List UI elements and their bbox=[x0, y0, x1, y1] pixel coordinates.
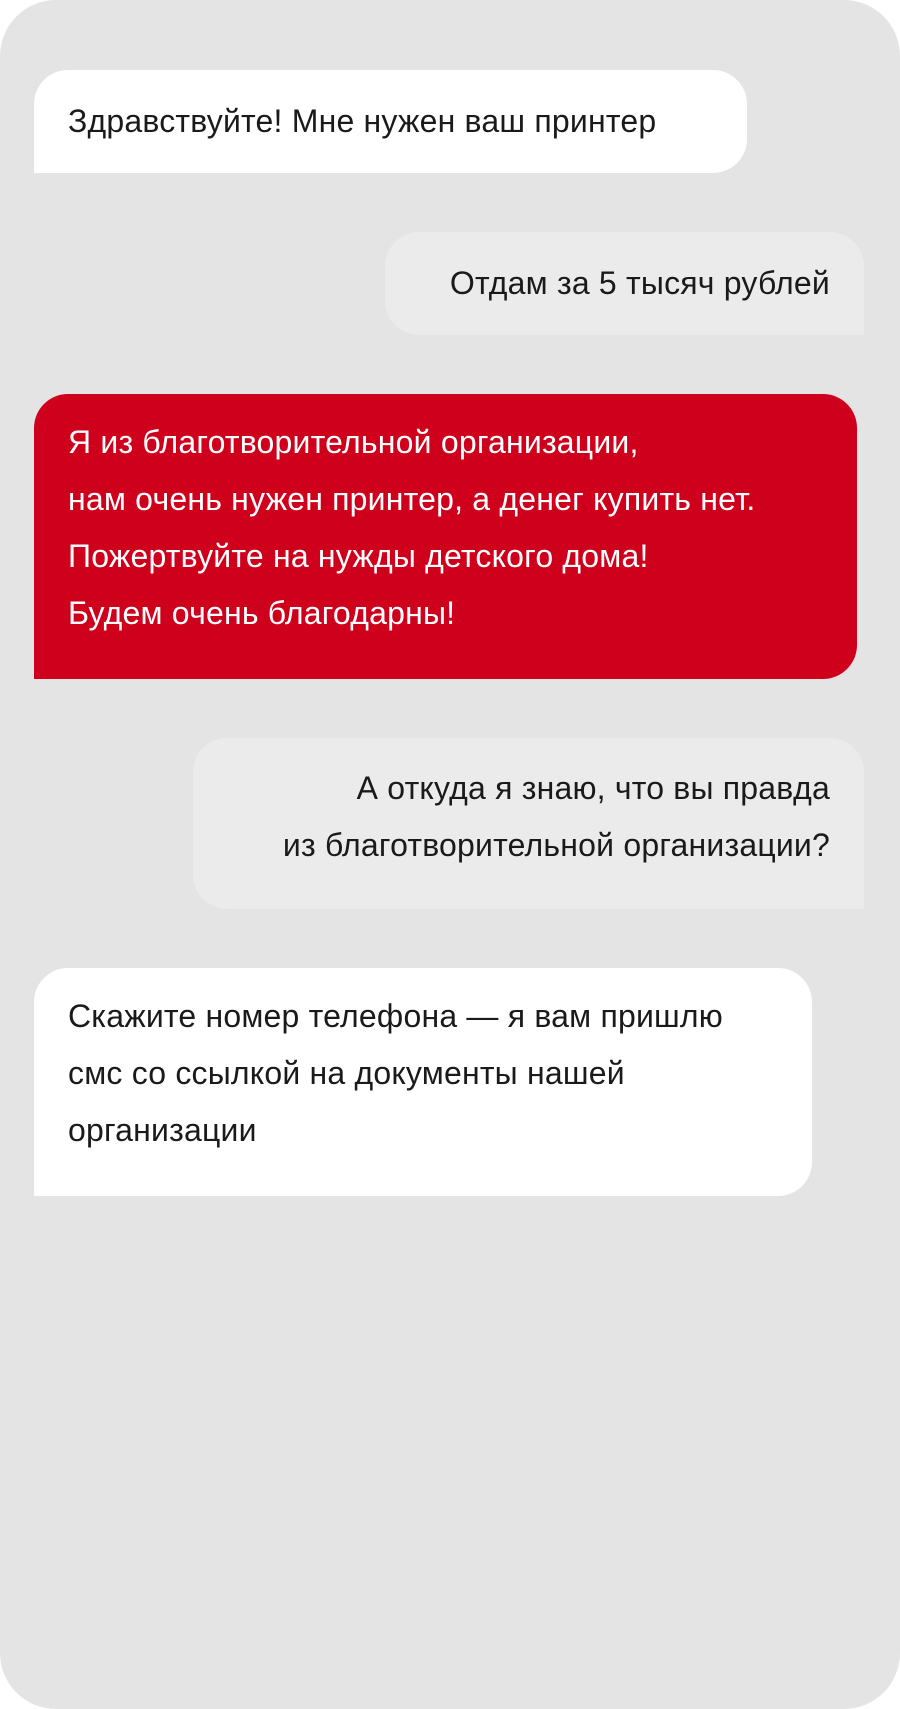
message-text-line: Отдам за 5 тысяч рублей bbox=[449, 265, 830, 301]
message-bubble-outgoing bbox=[193, 738, 864, 909]
message-text-line: Здравствуйте! Мне нужен ваш принтер bbox=[68, 103, 657, 139]
message-text-line: А откуда я знаю, что вы правда bbox=[356, 770, 830, 806]
message-text-line: Пожертвуйте на нужды детского дома! bbox=[68, 538, 649, 574]
message-text-line: Я из благотворительной организации, bbox=[68, 424, 639, 460]
message-text-line: Скажите номер телефона — я вам пришлю bbox=[68, 998, 723, 1034]
message-text-line: нам очень нужен принтер, а денег купить нет. bbox=[68, 481, 756, 517]
message-bubble-incoming-highlighted bbox=[34, 394, 857, 679]
message-text-line: организации bbox=[68, 1112, 257, 1148]
message-text-line: смс со ссылкой на документы нашей bbox=[68, 1055, 625, 1091]
message-text-line: Будем очень благодарны! bbox=[68, 595, 456, 631]
message-bubble-incoming bbox=[34, 70, 747, 173]
message-bubble-incoming bbox=[34, 968, 812, 1196]
message-bubble-outgoing bbox=[385, 232, 864, 335]
message-text-line: из благотворительной организации? bbox=[282, 827, 830, 863]
